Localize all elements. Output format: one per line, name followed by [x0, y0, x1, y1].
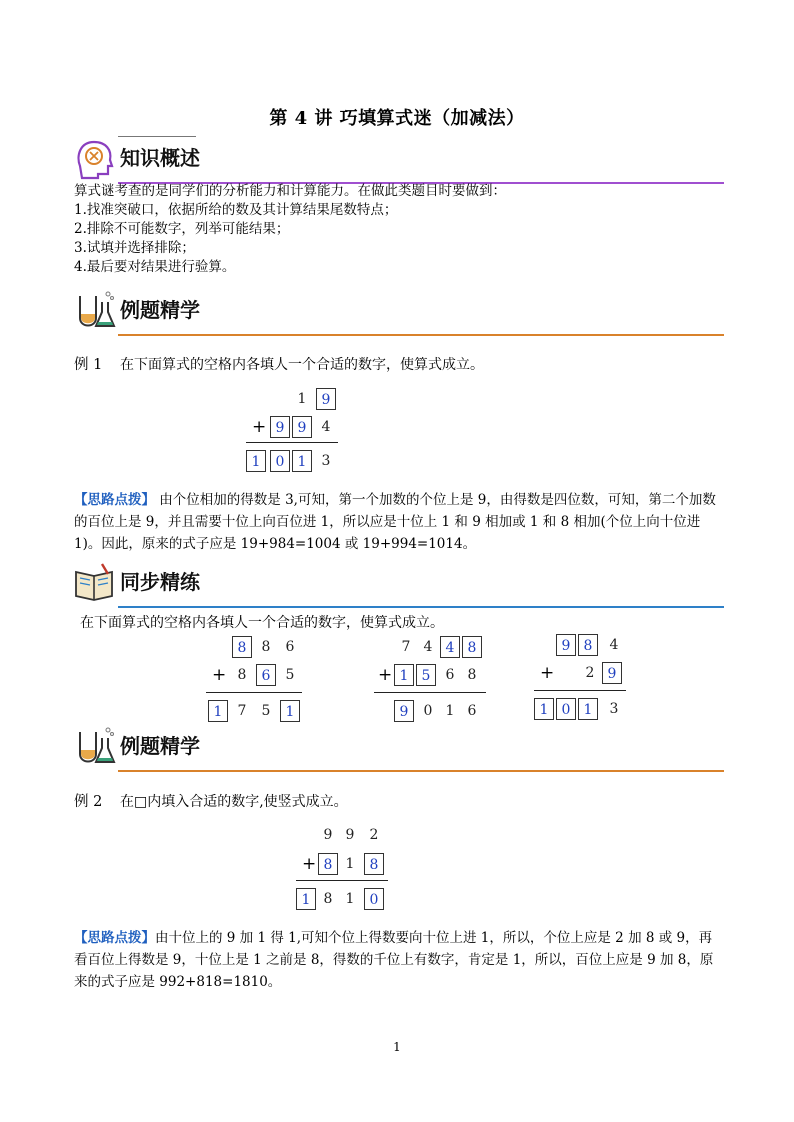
digit: 2 [369, 827, 379, 843]
sum-line [534, 690, 626, 691]
knowledge-line: 3.试填并选择排除； [74, 240, 195, 256]
digit-box[interactable]: 1 [292, 450, 312, 472]
digit: 7 [237, 703, 247, 719]
digit-box[interactable]: 9 [602, 662, 622, 684]
digit-box[interactable]: 5 [416, 664, 436, 686]
section-title-knowledge: 知识概述 [120, 146, 200, 170]
sum-line [246, 442, 338, 443]
page-number: 1 [393, 1040, 401, 1054]
digit: 1 [345, 891, 355, 907]
knowledge-line: 1.找准突破口，依据所给的数及其计算结果尾数特点； [74, 202, 398, 218]
section-header-knowledge [72, 136, 724, 184]
digit-box[interactable]: 1 [296, 888, 316, 910]
digit: 8 [237, 667, 247, 683]
plus-operator: + [378, 665, 393, 685]
section-title-example: 例题精学 [120, 734, 200, 758]
digit-box[interactable]: 6 [256, 664, 276, 686]
digit: 1 [445, 703, 455, 719]
section-header-practice [72, 560, 724, 608]
digit-box[interactable]: 8 [578, 634, 598, 656]
example-1-tip [74, 489, 724, 555]
digit: 6 [467, 703, 477, 719]
sum-line [374, 692, 486, 693]
digit-box[interactable]: 1 [280, 700, 300, 722]
practice-problem-1 [206, 636, 306, 726]
practice-problem-2 [372, 636, 492, 726]
digit-box[interactable]: 8 [318, 853, 338, 875]
digit: 3 [321, 453, 331, 469]
knowledge-body [74, 182, 734, 277]
digit: 9 [323, 827, 333, 843]
plus-operator: + [302, 854, 317, 874]
digit: 6 [445, 667, 455, 683]
digit: 6 [285, 639, 295, 655]
digit-box[interactable]: 1 [246, 450, 266, 472]
brain-head-icon [72, 136, 116, 180]
digit-box[interactable]: 8 [232, 636, 252, 658]
knowledge-line: 算式谜考查的是同学们的分析能力和计算能力。在做此类题目时要做到： [74, 183, 506, 199]
section-rule [118, 606, 724, 608]
digit: 3 [609, 701, 619, 717]
section-top-line [118, 136, 196, 137]
tip-text: 由十位上的 9 加 1 得 1,可知个位上得数要向十位上进 1，所以，个位上应是 2 加 8 或 9，再看百位上得数是 9，十位上是 1 之前是 8，得数的千位上有数字，肯定是 1，所以，百位上应是 9 加 8，原来的式子应是 992+818=1810。 [74, 930, 714, 990]
section-rule [118, 334, 724, 336]
knowledge-line: 2.排除不可能数字，列举可能结果； [74, 221, 290, 237]
digit: 9 [345, 827, 355, 843]
tip-label: 【思路点拨】 [74, 492, 155, 508]
digit-box[interactable]: 0 [364, 888, 384, 910]
digit: 0 [423, 703, 433, 719]
digit: 2 [585, 665, 595, 681]
digit-box[interactable]: 4 [440, 636, 460, 658]
digit: 8 [261, 639, 271, 655]
digit-box[interactable]: 1 [394, 664, 414, 686]
digit-box[interactable]: 9 [316, 388, 336, 410]
digit-box[interactable]: 9 [556, 634, 576, 656]
example-2-question: 在□内填入合适的数字,使竖式成立。 [120, 794, 348, 810]
digit-box[interactable]: 9 [270, 416, 290, 438]
digit-box[interactable]: 0 [270, 450, 290, 472]
section-title-example: 例题精学 [120, 298, 200, 322]
digit-box[interactable]: 9 [292, 416, 312, 438]
sum-line [296, 880, 388, 881]
page-title: 第 4 讲 巧填算式迷（加减法） [269, 108, 525, 129]
digit-box[interactable]: 1 [534, 698, 554, 720]
digit: 4 [423, 639, 433, 655]
digit-box[interactable]: 1 [208, 700, 228, 722]
section-title-practice: 同步精练 [120, 570, 200, 594]
digit: 1 [345, 856, 355, 872]
digit: 5 [261, 703, 271, 719]
practice-question: 在下面算式的空格内各填人一个合适的数字，使算式成立。 [80, 615, 444, 631]
tip-text: 由个位相加的得数是 3,可知，第一个加数的个位上是 9，由得数是四位数，可知，第二个加数的百位上是 9，并且需要十位上向百位进 1，所以应是十位上 1 和 9 相加或 1 和 8 相加(个位上向十位进 1)。因此，原来的式子应是 19+984=1004 或 19+994=1014。 [74, 492, 716, 552]
digit-box[interactable]: 9 [394, 700, 414, 722]
example-1-question: 在下面算式的空格内各填人一个合适的数字，使算式成立。 [120, 357, 484, 373]
example-2-equation [292, 824, 392, 914]
digit-box[interactable]: 0 [556, 698, 576, 720]
example-2-tip [74, 927, 724, 993]
example-1-label: 例 1 [74, 357, 103, 373]
section-header-example-2 [72, 724, 724, 772]
plus-operator: + [212, 665, 227, 685]
digit-box[interactable]: 8 [462, 636, 482, 658]
digit: 4 [321, 419, 331, 435]
example-1-equation [242, 386, 342, 476]
digit: 7 [401, 639, 411, 655]
knowledge-line: 4.最后要对结果进行验算。 [74, 259, 236, 275]
section-rule [118, 770, 724, 772]
section-header-example-1 [72, 288, 724, 336]
open-book-icon [72, 560, 116, 604]
digit: 4 [609, 637, 619, 653]
digit: 8 [467, 667, 477, 683]
tip-label: 【思路点拨】 [74, 930, 155, 946]
digit: 1 [297, 391, 307, 407]
digit-box[interactable]: 1 [578, 698, 598, 720]
plus-operator: + [540, 663, 555, 683]
plus-operator: + [252, 417, 267, 437]
digit: 5 [285, 667, 295, 683]
example-2-label: 例 2 [74, 794, 103, 810]
lab-flask-icon [72, 724, 116, 768]
lab-flask-icon [72, 288, 116, 332]
digit-box[interactable]: 8 [364, 853, 384, 875]
sum-line [206, 692, 302, 693]
digit: 8 [323, 891, 333, 907]
practice-problem-3 [532, 634, 632, 724]
